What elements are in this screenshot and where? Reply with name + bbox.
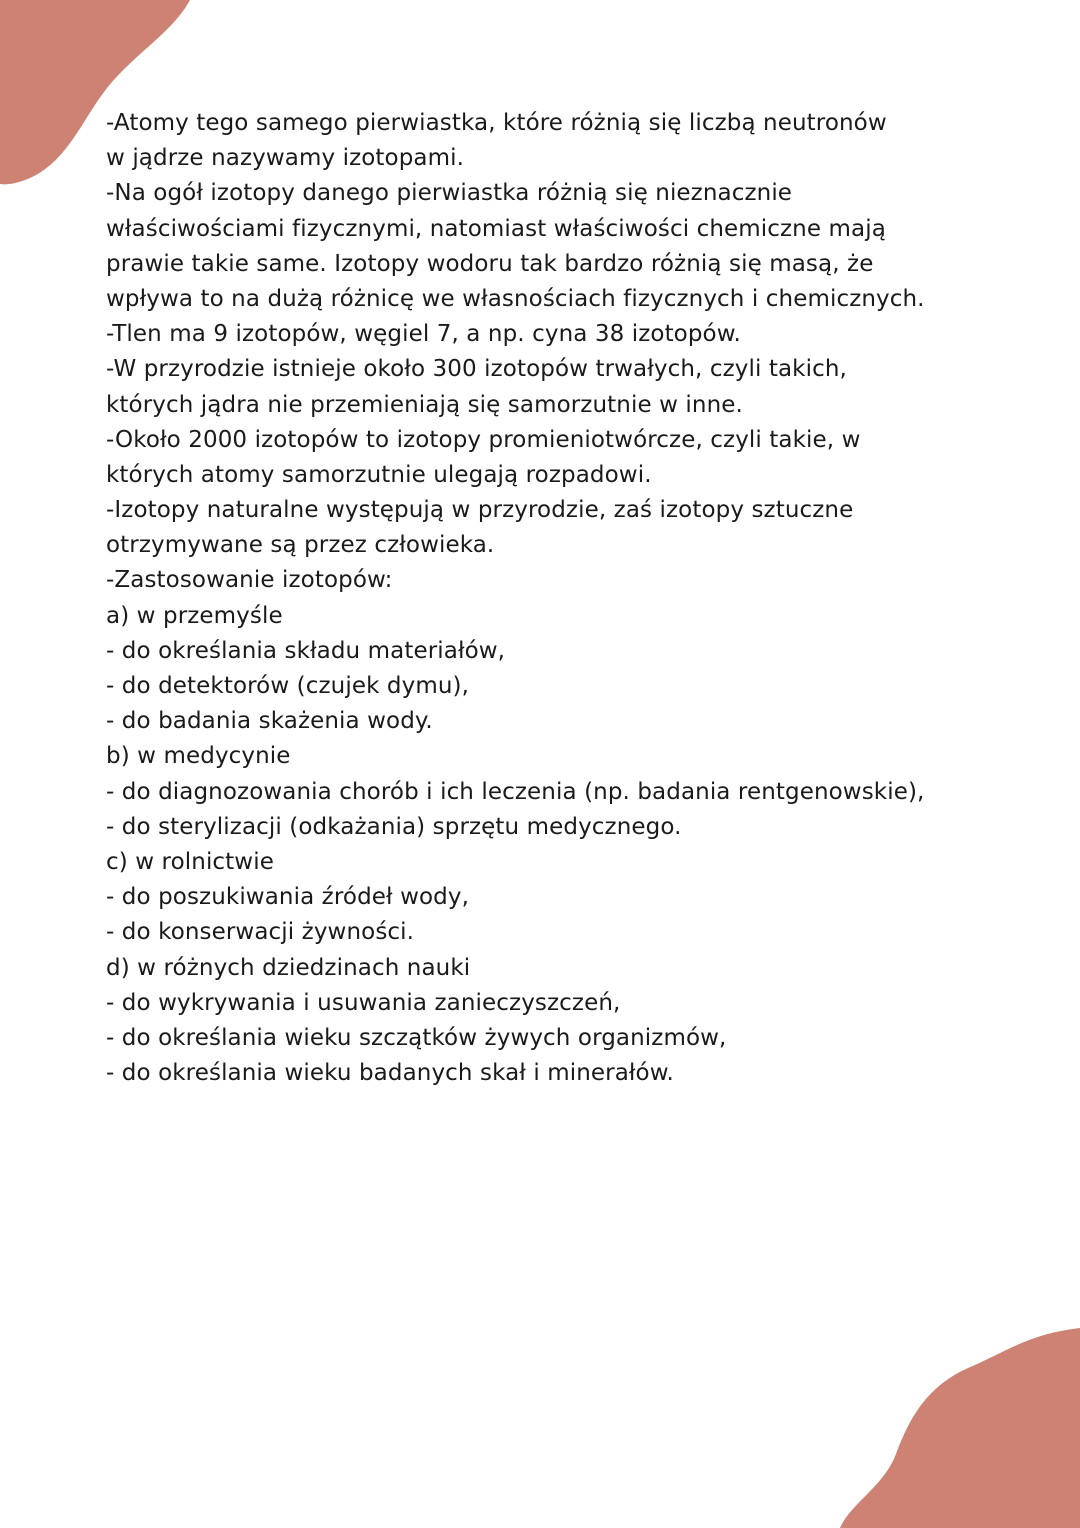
list-item: - do diagnozowania chorób i ich leczenia (np. badania rentgenowskie), [106, 778, 925, 805]
list-item: - do określania wieku badanych skał i minerałów. [106, 1060, 674, 1087]
list-item: - do badania skażenia wody. [106, 708, 433, 735]
subsection-heading: a) w przemyśle [106, 602, 283, 629]
note-line: w jądrze nazywamy izotopami. [106, 145, 465, 172]
subsection-heading: d) w różnych dziedzinach nauki [106, 954, 471, 981]
note-line: -Atomy tego samego pierwiastka, które różnią się liczbą neutronów [106, 110, 887, 136]
list-item: - do poszukiwania źródeł wody, [106, 884, 469, 911]
list-item: - do określania wieku szczątków żywych organizmów, [106, 1024, 727, 1051]
note-line: właściwościami fizycznymi, natomiast właściwości chemiczne mają [106, 215, 886, 242]
list-item: - do detektorów (czujek dymu), [106, 673, 469, 699]
note-line: -Tlen ma 9 izotopów, węgiel 7, a np. cyna 38 izotopów. [106, 321, 741, 348]
note-line: -Izotopy naturalne występują w przyrodzie, zaś izotopy sztuczne [106, 497, 854, 524]
note-line: wpływa to na dużą różnicę we własnościach fizycznych i chemicznych. [106, 285, 925, 312]
note-body [106, 106, 986, 1091]
subsection-heading: b) w medycynie [106, 743, 291, 770]
note-line: -Około 2000 izotopów to izotopy promieniotwórcze, czyli takie, w [106, 426, 861, 453]
note-line: -W przyrodzie istnieje około 300 izotopów trwałych, czyli takich, [106, 356, 847, 383]
decorative-blob-bottom-right [840, 1328, 1080, 1528]
list-item: - do konserwacji żywności. [106, 919, 415, 946]
decorative-blob-bottom-right-shape [840, 1328, 1080, 1528]
note-line: -Na ogół izotopy danego pierwiastka różnią się nieznacznie [106, 180, 793, 207]
note-line: prawie takie same. Izotopy wodoru tak bardzo różnią się masą, że [106, 250, 874, 277]
list-item: - do wykrywania i usuwania zanieczyszczeń, [106, 989, 621, 1016]
list-item: - do sterylizacji (odkażania) sprzętu medycznego. [106, 813, 682, 840]
subsection-heading: c) w rolnictwie [106, 848, 274, 875]
note-line: których atomy samorzutnie ulegają rozpadowi. [106, 461, 652, 488]
note-line: których jądra nie przemieniają się samorzutnie w inne. [106, 391, 743, 418]
section-heading: -Zastosowanie izotopów: [106, 567, 393, 594]
note-line: otrzymywane są przez człowieka. [106, 532, 495, 559]
list-item: - do określania składu materiałów, [106, 637, 506, 664]
